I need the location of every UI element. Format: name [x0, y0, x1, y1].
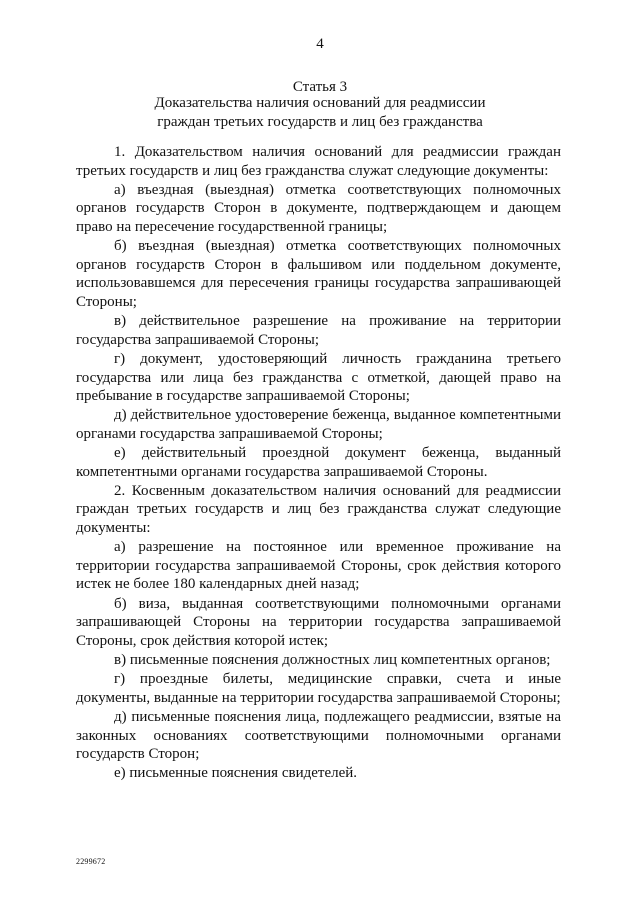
item-2e: д) письменные пояснения лица, подлежащего реадмиссии, взятые на законных основаниях соответствующими полномочными органами государств Сторон; — [76, 708, 561, 763]
paragraph-1: 1. Доказательством наличия оснований для реадмиссии граждан третьих государств и лиц без гражданства служат следующие документы: — [76, 144, 561, 179]
page-number: 4 — [316, 36, 324, 52]
item-1b: б) въездная (выездная) отметка соответствующих полномочных органов государств Сторон в фальшивом или поддельном документе, использовавшемся для пересечения границы государства запрашивающей Стороны; — [76, 238, 561, 310]
document-code: 2299672 — [76, 857, 106, 866]
item-2b: б) виза, выданная соответствующими полномочными органами запрашивающей Стороны на территории государства запрашиваемой Стороны, срок действия которой истек; — [76, 595, 561, 649]
item-2d: г) проездные билеты, медицинские справки, счета и иные документы, выданные на территории государства запрашиваемой Стороны; — [76, 671, 561, 706]
article-body — [76, 143, 561, 784]
article-heading-line-2: граждан третьих государств и лиц без гражданства — [157, 114, 483, 130]
item-2c: в) письменные пояснения должностных лиц компетентных органов; — [114, 651, 551, 668]
item-2a: а) разрешение на постоянное или временное проживание на территории государства запрашиваемой Стороны, срок действия которого истек не более 180 календарных дней назад; — [76, 539, 561, 593]
item-1c: в) действительное разрешение на проживание на территории государства запрашиваемой Стороны; — [76, 313, 561, 348]
item-1a: а) въездная (выездная) отметка соответствующих полномочных органов государств Сторон в документе, подтверждающем и дающем право на пересечение государственной границы; — [76, 181, 561, 235]
item-1f: е) действительный проездной документ беженца, выданный компетентными органами государства запрашиваемой Стороны. — [76, 445, 561, 480]
paragraph-2: 2. Косвенным доказательством наличия оснований для реадмиссии граждан третьих государств и лиц без гражданства служат следующие документы: — [76, 482, 561, 537]
item-1d: г) документ, удостоверяющий личность гражданина третьего государства или лица без гражданства с отметкой, дающей право на пребывание в государстве запрашиваемой Стороны; — [76, 350, 561, 405]
article-heading-line-1: Доказательства наличия оснований для реадмиссии — [154, 95, 486, 111]
item-1e: д) действительное удостоверение беженца, выданное компетентными органами государства запрашиваемой Стороны; — [76, 407, 561, 442]
item-2f: е) письменные пояснения свидетелей. — [114, 765, 358, 782]
article-heading — [80, 94, 560, 132]
article-title: Статья 3 — [292, 79, 348, 95]
